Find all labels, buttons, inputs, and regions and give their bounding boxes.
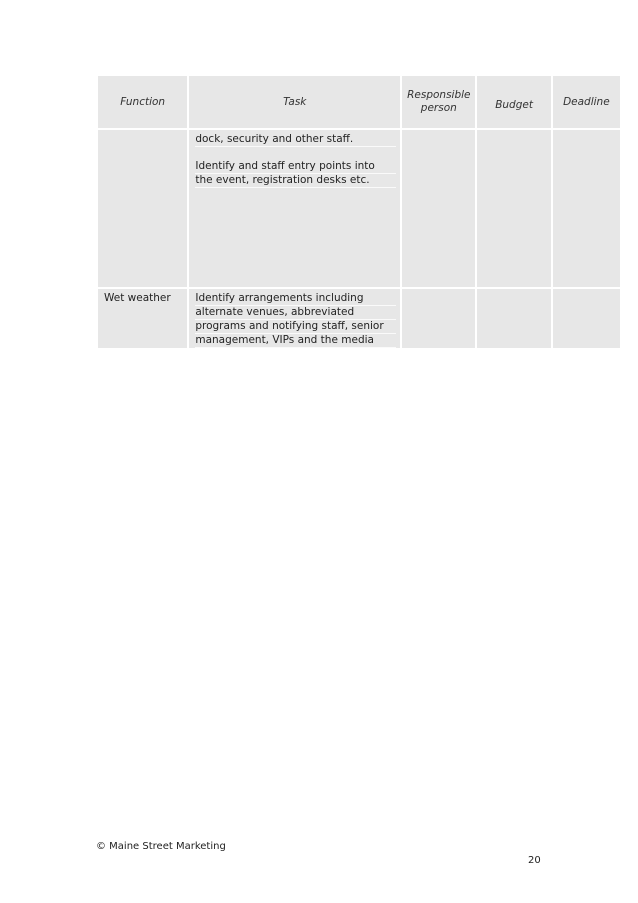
cell-deadline (553, 130, 620, 289)
task-text (189, 289, 400, 348)
task-line: Identify and staff entry points into (195, 160, 396, 174)
cell-function-wet-weather (98, 289, 187, 350)
event-plan-table (96, 76, 622, 350)
footer-copyright: © Maine Street Marketing (96, 841, 226, 852)
table-header-row (98, 76, 620, 130)
cell-task-continued (189, 130, 400, 289)
cell-budget (477, 130, 550, 289)
task-line: dock, security and other staff. (195, 133, 396, 147)
task-line: alternate venues, abbreviated (195, 306, 396, 320)
header-budget: Budget (477, 76, 550, 130)
cell-responsible (402, 130, 475, 289)
task-line: the event, registration desks etc. (195, 174, 396, 188)
cell-task-wet-weather (189, 289, 400, 350)
function-text: Wet weather (104, 292, 171, 304)
header-task: Task (189, 76, 400, 130)
header-function: Function (98, 76, 187, 130)
table-row (98, 289, 620, 350)
task-line: Identify arrangements including (195, 292, 396, 306)
table-row (98, 130, 620, 289)
task-text (189, 130, 400, 188)
header-responsible-label: Responsible person (407, 89, 471, 114)
page-number: 20 (528, 855, 541, 866)
header-deadline: Deadline (553, 76, 620, 130)
cell-budget (477, 289, 550, 350)
header-responsible-person (402, 76, 475, 130)
cell-responsible (402, 289, 475, 350)
cell-function-continued (98, 130, 187, 289)
task-line: management, VIPs and the media (195, 334, 396, 348)
task-line: programs and notifying staff, senior (195, 320, 396, 334)
cell-deadline (553, 289, 620, 350)
